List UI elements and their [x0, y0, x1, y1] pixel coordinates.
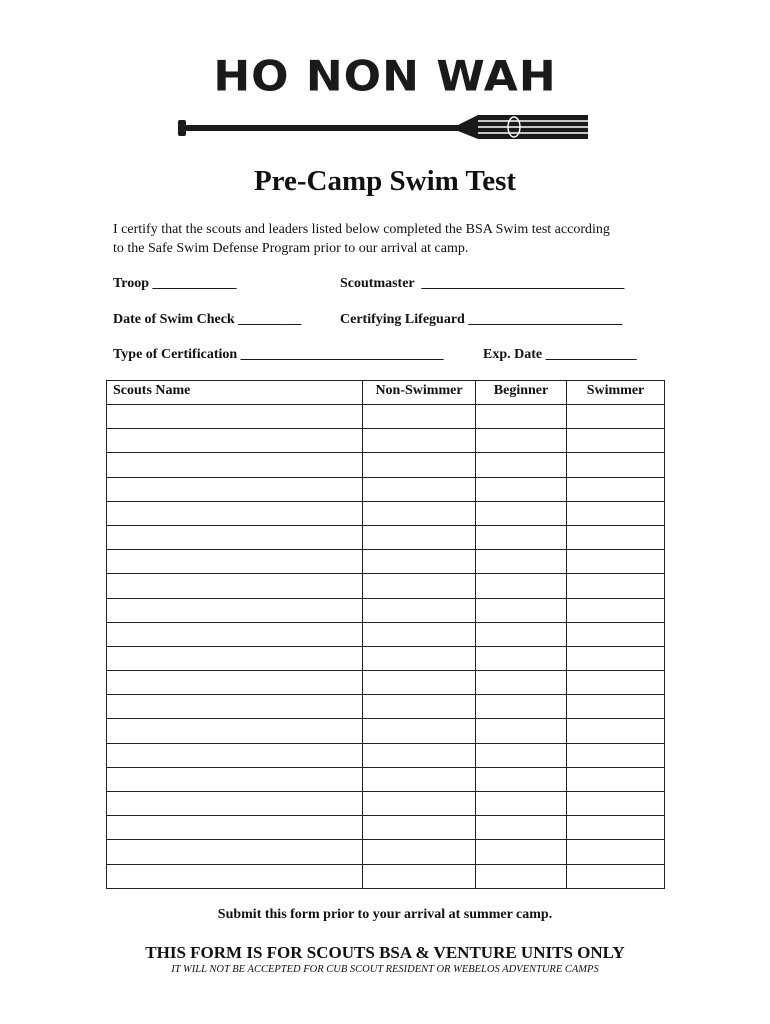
- swimmer-cell[interactable]: [567, 816, 665, 840]
- swimmer-cell[interactable]: [567, 525, 665, 549]
- certification-statement: [113, 220, 673, 258]
- table-row: [107, 429, 665, 453]
- non-swimmer-cell[interactable]: [363, 816, 476, 840]
- name-cell[interactable]: [107, 671, 363, 695]
- table-row: [107, 453, 665, 477]
- non-swimmer-cell[interactable]: [363, 864, 476, 888]
- exclusion-notice: IT WILL NOT BE ACCEPTED FOR CUB SCOUT RESIDENT OR WEBELOS ADVENTURE CAMPS: [171, 964, 599, 975]
- beginner-cell[interactable]: [476, 767, 567, 791]
- swimmer-cell[interactable]: [567, 405, 665, 429]
- table-row: [107, 646, 665, 670]
- name-cell[interactable]: [107, 792, 363, 816]
- swimmer-cell[interactable]: [567, 429, 665, 453]
- name-cell[interactable]: [107, 840, 363, 864]
- page-title: Pre-Camp Swim Test: [253, 165, 517, 197]
- table-row: [107, 550, 665, 574]
- beginner-cell[interactable]: [476, 574, 567, 598]
- swim-test-table: [106, 380, 665, 889]
- logo-text: HO NON WAH: [213, 52, 557, 101]
- swimmer-cell[interactable]: [567, 477, 665, 501]
- name-cell[interactable]: [107, 574, 363, 598]
- name-cell[interactable]: [107, 525, 363, 549]
- table-row: [107, 816, 665, 840]
- table-row: [107, 501, 665, 525]
- certification-type-field[interactable]: Type of Certification _____________________________: [113, 347, 444, 362]
- certification-line-1: I certify that the scouts and leaders listed below completed the BSA Swim test according: [113, 222, 610, 237]
- beginner-cell[interactable]: [476, 840, 567, 864]
- non-swimmer-cell[interactable]: [363, 405, 476, 429]
- table-row: [107, 767, 665, 791]
- name-cell[interactable]: [107, 864, 363, 888]
- name-cell[interactable]: [107, 719, 363, 743]
- name-cell[interactable]: [107, 405, 363, 429]
- swimmer-cell[interactable]: [567, 550, 665, 574]
- certifying-lifeguard-field[interactable]: Certifying Lifeguard ______________________: [340, 312, 623, 327]
- swimmer-cell[interactable]: [567, 646, 665, 670]
- beginner-cell[interactable]: [476, 816, 567, 840]
- beginner-cell[interactable]: [476, 864, 567, 888]
- table-row: [107, 840, 665, 864]
- non-swimmer-cell[interactable]: [363, 453, 476, 477]
- table-row: [107, 525, 665, 549]
- name-cell[interactable]: [107, 501, 363, 525]
- header-non-swimmer: Non-Swimmer: [363, 381, 476, 405]
- non-swimmer-cell[interactable]: [363, 767, 476, 791]
- non-swimmer-cell[interactable]: [363, 743, 476, 767]
- name-cell[interactable]: [107, 743, 363, 767]
- non-swimmer-cell[interactable]: [363, 477, 476, 501]
- name-cell[interactable]: [107, 622, 363, 646]
- non-swimmer-cell[interactable]: [363, 695, 476, 719]
- swimmer-cell[interactable]: [567, 598, 665, 622]
- non-swimmer-cell[interactable]: [363, 501, 476, 525]
- submit-instruction: Submit this form prior to your arrival at summer camp.: [217, 907, 553, 922]
- swimmer-cell[interactable]: [567, 574, 665, 598]
- header-scouts-name: Scouts Name: [107, 381, 363, 405]
- table-row: [107, 622, 665, 646]
- troop-field[interactable]: Troop ____________: [113, 276, 237, 291]
- non-swimmer-cell[interactable]: [363, 574, 476, 598]
- swimmer-cell[interactable]: [567, 695, 665, 719]
- beginner-cell[interactable]: [476, 453, 567, 477]
- swimmer-cell[interactable]: [567, 501, 665, 525]
- eligibility-notice: THIS FORM IS FOR SCOUTS BSA & VENTURE UNITS ONLY: [145, 943, 625, 962]
- beginner-cell[interactable]: [476, 743, 567, 767]
- name-cell[interactable]: [107, 429, 363, 453]
- table-row: [107, 477, 665, 501]
- beginner-cell[interactable]: [476, 622, 567, 646]
- non-swimmer-cell[interactable]: [363, 671, 476, 695]
- non-swimmer-cell[interactable]: [363, 525, 476, 549]
- swimmer-cell[interactable]: [567, 767, 665, 791]
- beginner-cell[interactable]: [476, 550, 567, 574]
- beginner-cell[interactable]: [476, 695, 567, 719]
- swim-check-date-field[interactable]: Date of Swim Check _________: [113, 312, 302, 327]
- non-swimmer-cell[interactable]: [363, 840, 476, 864]
- name-cell[interactable]: [107, 767, 363, 791]
- swimmer-cell[interactable]: [567, 792, 665, 816]
- table-row: [107, 695, 665, 719]
- swimmer-cell[interactable]: [567, 840, 665, 864]
- table-row: [107, 743, 665, 767]
- swimmer-cell[interactable]: [567, 622, 665, 646]
- beginner-cell[interactable]: [476, 501, 567, 525]
- paddle-icon: [178, 112, 592, 142]
- name-cell[interactable]: [107, 598, 363, 622]
- non-swimmer-cell[interactable]: [363, 719, 476, 743]
- camp-logo: [178, 52, 592, 148]
- beginner-cell[interactable]: [476, 405, 567, 429]
- beginner-cell[interactable]: [476, 671, 567, 695]
- swimmer-cell[interactable]: [567, 864, 665, 888]
- swimmer-cell[interactable]: [567, 743, 665, 767]
- beginner-cell[interactable]: [476, 598, 567, 622]
- header-swimmer: Swimmer: [567, 381, 665, 405]
- beginner-cell[interactable]: [476, 792, 567, 816]
- name-cell[interactable]: [107, 550, 363, 574]
- beginner-cell[interactable]: [476, 429, 567, 453]
- non-swimmer-cell[interactable]: [363, 550, 476, 574]
- certification-line-2: to the Safe Swim Defense Program prior to our arrival at camp.: [113, 241, 469, 256]
- swimmer-cell[interactable]: [567, 719, 665, 743]
- beginner-cell[interactable]: [476, 525, 567, 549]
- non-swimmer-cell[interactable]: [363, 792, 476, 816]
- table-row: [107, 792, 665, 816]
- exp-date-field[interactable]: Exp. Date _____________: [483, 347, 637, 362]
- table-header-row: [107, 381, 665, 405]
- table-row: [107, 719, 665, 743]
- name-cell[interactable]: [107, 695, 363, 719]
- non-swimmer-cell[interactable]: [363, 646, 476, 670]
- non-swimmer-cell[interactable]: [363, 622, 476, 646]
- name-cell[interactable]: [107, 646, 363, 670]
- non-swimmer-cell[interactable]: [363, 429, 476, 453]
- table-row: [107, 598, 665, 622]
- beginner-cell[interactable]: [476, 719, 567, 743]
- scoutmaster-field[interactable]: Scoutmaster _____________________________: [340, 276, 625, 291]
- beginner-cell[interactable]: [476, 646, 567, 670]
- header-beginner: Beginner: [476, 381, 567, 405]
- table-row: [107, 405, 665, 429]
- name-cell[interactable]: [107, 477, 363, 501]
- beginner-cell[interactable]: [476, 477, 567, 501]
- table-row: [107, 574, 665, 598]
- non-swimmer-cell[interactable]: [363, 598, 476, 622]
- name-cell[interactable]: [107, 453, 363, 477]
- table-row: [107, 671, 665, 695]
- swimmer-cell[interactable]: [567, 453, 665, 477]
- name-cell[interactable]: [107, 816, 363, 840]
- table-row: [107, 864, 665, 888]
- swimmer-cell[interactable]: [567, 671, 665, 695]
